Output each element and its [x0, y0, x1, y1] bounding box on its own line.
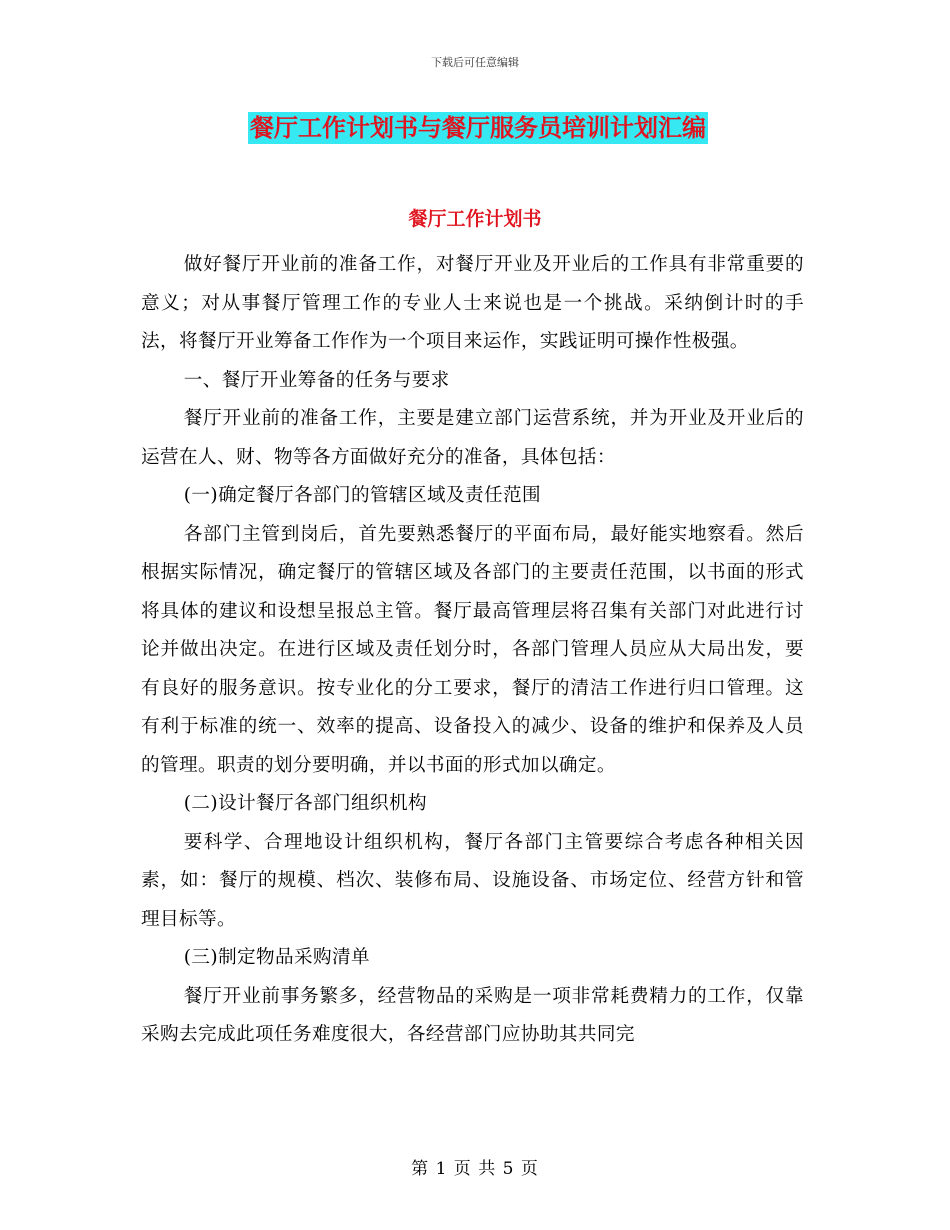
page-number-footer: 第 1 页 共 5 页 — [411, 1159, 539, 1179]
header-note: 下载后可任意编辑 — [431, 56, 519, 69]
body-paragraph: 餐厅开业前的准备工作，主要是建立部门运营系统，并为开业及开业后的运营在人、财、物等各方面做好充分的准备，具体包括： — [141, 408, 804, 468]
body-paragraph: 各部门主管到岗后，首先要熟悉餐厅的平面布局，最好能实地察看。然后根据实际情况，确定餐厅的管辖区域及各部门的主要责任范围，以书面的形式将具体的建议和设想呈报总主管。餐厅最高管理层将召集有关部门对此进行讨论并做出决定。在进行区域及责任划分时，各部门管理人员应从大局出发，要有良好的服务意识。按专业化的分工要求，餐厅的清洁工作进行归口管理。这有利于标准的统一、效率的提高、设备投入的减少、设备的维护和保养及人员的管理。职责的划分要明确，并以书面的形式加以确定。 — [141, 523, 804, 776]
body-paragraph: 做好餐厅开业前的准备工作，对餐厅开业及开业后的工作具有非常重要的意义；对从事餐厅管理工作的专业人士来说也是一个挑战。采纳倒计时的手法，将餐厅开业筹备工作作为一个项目来运作，实践证明可操作性极强。 — [141, 254, 804, 352]
section-title: 餐厅工作计划书 — [408, 208, 542, 230]
body-paragraph: 餐厅开业前事务繁多，经营物品的采购是一项非常耗费精力的工作，仅靠采购去完成此项任务难度很大，各经营部门应协助其共同完 — [141, 985, 804, 1045]
subheading: (二)设计餐厅各部门组织机构 — [183, 793, 427, 814]
subheading: (一)确定餐厅各部门的管辖区域及责任范围 — [183, 485, 541, 506]
document-title: 餐厅工作计划书与餐厅服务员培训计划汇编 — [250, 114, 706, 142]
document-body — [141, 246, 804, 1055]
subheading: (三)制定物品采购清单 — [183, 947, 371, 968]
subheading: 一、餐厅开业筹备的任务与要求 — [183, 369, 450, 391]
body-paragraph: 要科学、合理地设计组织机构，餐厅各部门主管要综合考虑各种相关因素，如：餐厅的规模、档次、装修布局、设施设备、市场定位、经营方针和管理目标等。 — [141, 831, 804, 930]
